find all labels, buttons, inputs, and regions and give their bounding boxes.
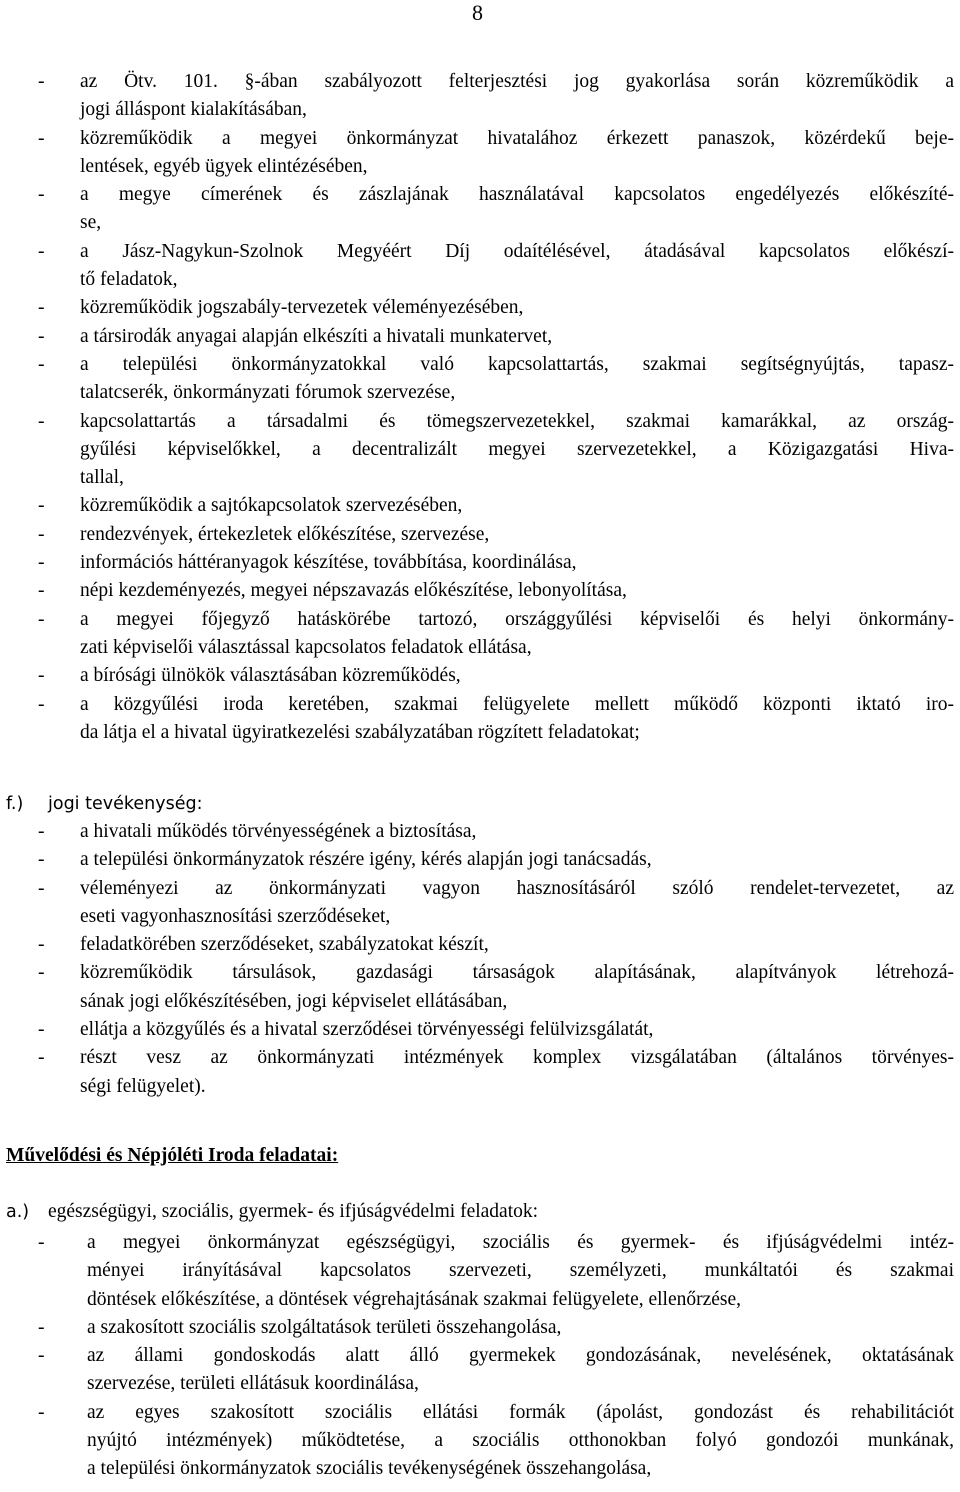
list-item xyxy=(38,1044,954,1101)
list-item xyxy=(38,875,954,932)
bullet-dash: - xyxy=(38,127,45,149)
text-line: se, xyxy=(80,212,102,234)
bullet-dash: - xyxy=(38,962,45,984)
list-item-text xyxy=(80,294,954,322)
text-line: tallal, xyxy=(80,467,124,489)
text-line: népi kezdeményezés, megyei népszavazás előkészítése, lebonyolítása, xyxy=(80,580,627,602)
bullet-dash: - xyxy=(38,608,45,630)
text-line: közreműködik társulások, gazdasági társaságok alapításának, alapítványok létrehozá- xyxy=(80,962,954,984)
text-line: tő feladatok, xyxy=(80,269,178,291)
list-item xyxy=(38,931,954,959)
list-item-text xyxy=(80,492,954,520)
text-line: a szakosított szociális szolgáltatások területi összehangolása, xyxy=(87,1316,562,1338)
text-line: a Jász-Nagykun-Szolnok Megyéért Díj odaítélésével, átadásával kapcsolatos előkészí- xyxy=(80,240,954,262)
text-line: döntések előkészítése, a döntések végrehajtásának szakmai felügyelete, ellenőrzése, xyxy=(87,1288,742,1310)
text-line: a települési önkormányzatok szociális tevékenységének összehangolása, xyxy=(87,1458,652,1480)
section-a-label: a.) xyxy=(6,1202,30,1222)
list-item-text xyxy=(80,68,954,125)
bullet-dash: - xyxy=(38,523,45,545)
list-item-text xyxy=(87,1399,954,1484)
text-line: a közgyűlési iroda keretében, szakmai felügyelete mellett működő központi iktató iro- xyxy=(80,693,954,715)
text-line: zati képviselői választással kapcsolatos feladatok ellátása, xyxy=(80,636,532,658)
bullet-dash: - xyxy=(38,693,45,715)
list-item xyxy=(38,1016,954,1044)
text-line: közreműködik a sajtókapcsolatok szervezésében, xyxy=(80,495,463,517)
bullet-dash: - xyxy=(38,552,45,574)
text-line: jogi álláspont kialakításában, xyxy=(80,99,307,121)
list-item-text xyxy=(80,662,954,690)
text-line: talatcserék, önkormányzati fórumok szervezése, xyxy=(80,382,456,404)
text-line: rendezvények, értekezletek előkészítése, szervezése, xyxy=(80,523,490,545)
bullet-dash: - xyxy=(38,877,45,899)
text-line: ményei irányításával kapcsolatos szervezeti, személyzeti, munkáltatói és szakmai xyxy=(87,1260,954,1282)
list-item-text xyxy=(80,238,954,295)
text-line: az egyes szakosított szociális ellátási formák (ápolást, gondozást és rehabilitációt xyxy=(87,1401,954,1423)
bullet-dash: - xyxy=(38,495,45,517)
list-item-text xyxy=(80,875,954,932)
text-line: eseti vagyonhasznosítási szerződéseket, xyxy=(80,905,391,927)
text-line: ellátja a közgyűlés és a hivatal szerződései törvényességi felülvizsgálatát, xyxy=(80,1019,654,1041)
bullet-dash: - xyxy=(38,580,45,602)
text-line: feladatkörében szerződéseket, szabályzatokat készít, xyxy=(80,934,489,956)
text-line: a hivatali működés törvényességének a biztosítása, xyxy=(80,821,477,842)
office-heading: Művelődési és Népjóléti Iroda feladatai: xyxy=(6,1145,339,1166)
bullet-dash: - xyxy=(38,1401,45,1423)
bullet-dash: - xyxy=(38,1019,45,1041)
list-item-text xyxy=(80,408,954,493)
text-line: a megyei önkormányzat egészségügyi, szociális és gyermek- és ifjúságvédelmi intéz- xyxy=(87,1232,954,1253)
list-item-text xyxy=(80,181,954,238)
bullet-dash: - xyxy=(38,1316,45,1338)
list-item-text xyxy=(80,606,954,663)
text-line: a települési önkormányzatokkal való kapcsolattartás, szakmai segítségnyújtás, tapasz- xyxy=(80,353,954,375)
bullet-dash: - xyxy=(38,1345,45,1367)
text-line: a társirodák anyagai alapján elkészíti a hivatali munkatervet, xyxy=(80,325,553,347)
section-f-heading xyxy=(6,790,306,818)
list-item-text xyxy=(80,846,954,874)
text-line: részt vesz az önkormányzati intézmények komplex vizsgálatában (általános törvényes- xyxy=(80,1047,954,1069)
text-line: közreműködik a megyei önkormányzat hivatalához érkezett panaszok, közérdekű beje- xyxy=(80,127,954,149)
text-line: kapcsolattartás a társadalmi és tömegszervezetekkel, szakmai kamarákkal, az ország- xyxy=(80,410,954,432)
page-number: 8 xyxy=(472,0,483,25)
list-item xyxy=(38,818,954,846)
bullet-dash: - xyxy=(38,1047,45,1069)
text-line: a megyei főjegyző hatáskörébe tartozó, országgyűlési képviselői és helyi önkormány- xyxy=(80,608,954,630)
list-item xyxy=(38,125,954,182)
text-line: információs háttéranyagok készítése, továbbítása, koordinálása, xyxy=(80,552,577,574)
text-line: sának jogi előkészítésében, jogi képviselet ellátásában, xyxy=(80,990,508,1012)
bullet-dash: - xyxy=(38,325,45,347)
list-item-text xyxy=(87,1342,954,1399)
list-item-text xyxy=(80,818,954,846)
section-f-list xyxy=(38,818,954,1101)
list-item-text xyxy=(80,959,954,1016)
list-item xyxy=(38,68,954,125)
section-intro-list xyxy=(38,68,954,747)
list-item-text xyxy=(80,549,954,577)
list-item xyxy=(38,492,954,520)
text-line: a bírósági ülnökök választásában közreműködés, xyxy=(80,665,461,687)
list-item xyxy=(38,323,954,351)
bullet-dash: - xyxy=(38,353,45,375)
list-item-text xyxy=(80,691,954,748)
bullet-dash: - xyxy=(38,821,45,842)
list-item xyxy=(38,606,954,663)
list-item-text xyxy=(80,351,954,408)
bullet-dash: - xyxy=(38,240,45,262)
list-item xyxy=(38,238,954,295)
list-item-text xyxy=(80,521,954,549)
list-item-text xyxy=(80,577,954,605)
bullet-dash: - xyxy=(38,71,45,92)
text-line: az Ötv. 101. §-ában szabályozott felterjesztési jog gyakorlása során közreműködik a xyxy=(80,71,954,92)
list-item-text xyxy=(87,1229,954,1314)
list-item xyxy=(38,691,954,748)
text-line: gyűlési képviselőkkel, a decentralizált megyei szervezetekkel, a Közigazgatási Hiva- xyxy=(80,438,954,460)
bullet-dash: - xyxy=(38,184,45,206)
text-line: véleményezi az önkormányzati vagyon hasznosításáról szóló rendelet-tervezetet, az xyxy=(80,877,954,899)
bullet-dash: - xyxy=(38,410,45,432)
list-item xyxy=(38,959,954,1016)
list-item-text xyxy=(80,1044,954,1101)
list-item xyxy=(38,1229,954,1314)
text-line: lentések, egyéb ügyek elintézésében, xyxy=(80,155,368,177)
bullet-dash: - xyxy=(38,849,45,871)
list-item xyxy=(38,1342,954,1399)
section-f-label: f.) xyxy=(6,794,24,814)
list-item-text xyxy=(80,125,954,182)
list-item xyxy=(38,549,954,577)
text-line: a megye címerének és zászlajának használatával kapcsolatos engedélyezés előkészíté- xyxy=(80,184,954,206)
list-item xyxy=(38,351,954,408)
list-item xyxy=(38,577,954,605)
section-a-list xyxy=(38,1229,954,1484)
bullet-dash: - xyxy=(38,665,45,687)
text-line: a települési önkormányzatok részére igény, kérés alapján jogi tanácsadás, xyxy=(80,849,652,871)
list-item-text xyxy=(80,323,954,351)
bullet-dash: - xyxy=(38,297,45,319)
list-item xyxy=(38,1399,954,1484)
text-line: szervezése, területi ellátásuk koordinálása, xyxy=(87,1373,419,1395)
list-item xyxy=(38,521,954,549)
list-item xyxy=(38,846,954,874)
text-line: ségi felügyelet). xyxy=(80,1075,206,1097)
bullet-dash: - xyxy=(38,1232,45,1253)
bullet-dash: - xyxy=(38,934,45,956)
section-f-title: jogi tevékenység: xyxy=(48,794,203,814)
list-item xyxy=(38,181,954,238)
list-item-text xyxy=(87,1314,954,1342)
text-line: da látja el a hivatal ügyiratkezelési szabályzatában rögzített feladatokat; xyxy=(80,721,640,743)
list-item-text xyxy=(80,931,954,959)
list-item xyxy=(38,662,954,690)
list-item xyxy=(38,408,954,493)
text-line: az állami gondoskodás alatt álló gyermekek gondozásának, nevelésének, oktatásának xyxy=(87,1345,954,1367)
list-item-text xyxy=(80,1016,954,1044)
list-item xyxy=(38,1314,954,1342)
section-a-heading xyxy=(6,1198,706,1226)
list-item xyxy=(38,294,954,322)
text-line: közreműködik jogszabály-tervezetek véleményezésében, xyxy=(80,297,524,319)
section-a-title: egészségügyi, szociális, gyermek- és ifjúságvédelmi feladatok: xyxy=(48,1201,539,1222)
text-line: nyújtó intézmények) működtetése, a szociális otthonokban folyó gondozói munkának, xyxy=(87,1430,954,1452)
